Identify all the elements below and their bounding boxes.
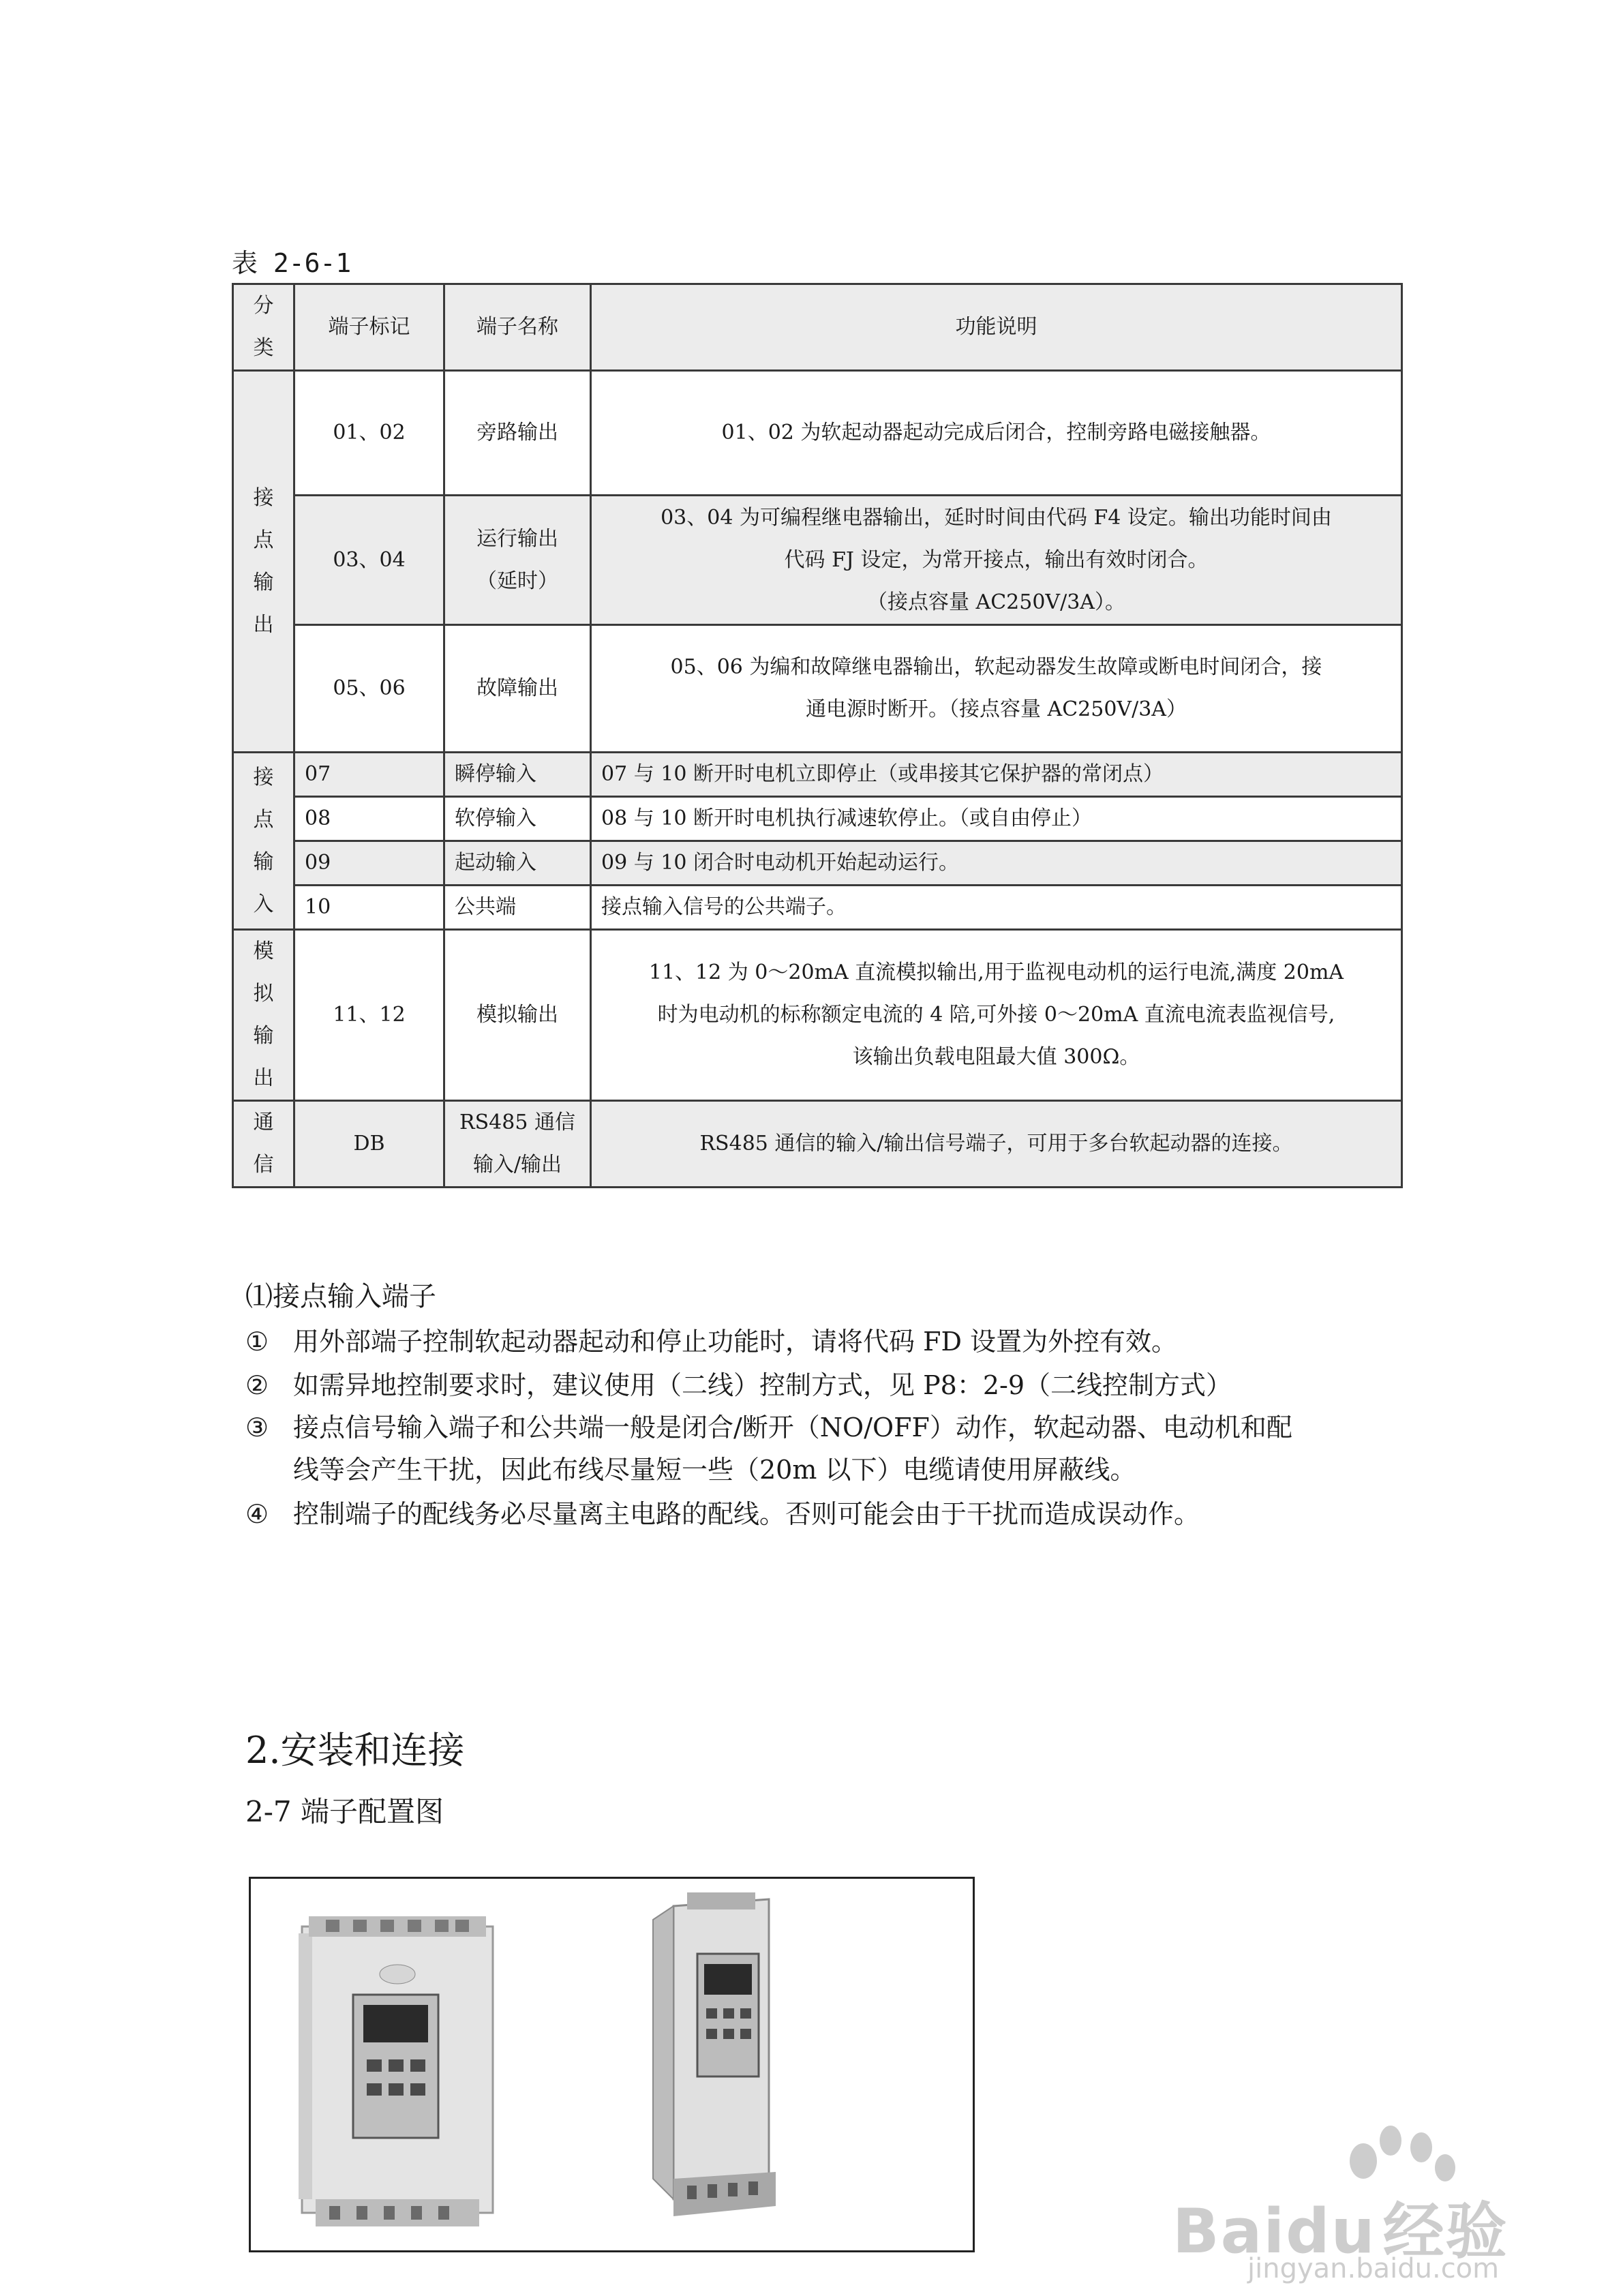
- watermark-cn: 经验: [1382, 2196, 1508, 2267]
- table-row-mark: 05、06: [294, 625, 444, 753]
- paw-icon: [1350, 2126, 1455, 2181]
- terminal-configuration-figure: [249, 1877, 975, 2252]
- table-row-mark: 08: [294, 797, 444, 841]
- table-caption: 表 2-6-1: [232, 248, 352, 278]
- table-row-function: 09 与 10 闭合时电动机开始起动运行。: [591, 841, 1402, 886]
- soft-starter-front-image: [299, 1916, 493, 2226]
- list-item: ③ 接点信号输入端子和公共端一般是闭合/断开（NO/OFF）动作，软起动器、电动机和配 线等会产生干扰，因此布线尽量短一些（20m 以下）电缆请使用屏蔽线。: [245, 1413, 1292, 1485]
- table-row-name: 模拟输出: [444, 930, 591, 1101]
- section-subheading-terminal-diagram: 2-7 端子配置图: [245, 1795, 444, 1828]
- table-row-function: 01、02 为软起动器起动完成后闭合，控制旁路电磁接触器。: [591, 371, 1402, 496]
- table-row-mark: 07: [294, 753, 444, 797]
- watermark-url: jingyan.baidu.com: [1247, 2253, 1500, 2284]
- table-row-name: 故障输出: [444, 625, 591, 753]
- list-item: ② 如需异地控制要求时，建议使用（二线）控制方式，见 P8：2-9（二线控制方式）: [245, 1370, 1232, 1400]
- header-mark: 端子标记: [294, 284, 444, 371]
- table-row-name: 旁路输出: [444, 371, 591, 496]
- watermark-brand: Bai: [1172, 2196, 1286, 2267]
- terminal-function-table: [232, 283, 1403, 1188]
- watermark-brand-2: du: [1286, 2196, 1376, 2267]
- section-heading-install: 2.安装和连接: [245, 1729, 465, 1772]
- table-row-mark: 11、12: [294, 930, 444, 1101]
- header-category: 分 类: [233, 284, 294, 371]
- table-row-mark: 09: [294, 841, 444, 886]
- table-row-name: RS485 通信 输入/输出: [444, 1101, 591, 1188]
- section-title-contact-input: ⑴接点输入端子: [245, 1281, 436, 1312]
- table-row-function: 05、06 为编和故障继电器输出，软起动器发生故障或断电时间闭合，接 通电源时断开。（接点容量 AC250V/3A）: [591, 625, 1402, 753]
- table-row-name: 起动输入: [444, 841, 591, 886]
- table-row-mark: DB: [294, 1101, 444, 1188]
- category-contact-output: 接 点 输 出: [233, 371, 294, 753]
- table-row-name: 瞬停输入: [444, 753, 591, 797]
- category-contact-input: 接 点 输 入: [233, 753, 294, 930]
- soft-starter-angled-image: [653, 1892, 776, 2216]
- table-row-mark: 10: [294, 886, 444, 930]
- table-row-function: 07 与 10 断开时电机立即停止（或串接其它保护器的常闭点）: [591, 753, 1402, 797]
- category-communication: 通 信: [233, 1101, 294, 1188]
- table-row-mark: 03、04: [294, 496, 444, 625]
- table-row-mark: 01、02: [294, 371, 444, 496]
- baidu-jingyan-watermark: [1159, 2100, 1595, 2284]
- table-row-name: 软停输入: [444, 797, 591, 841]
- list-item: ① 用外部端子控制软起动器起动和停止功能时，请将代码 FD 设置为外控有效。: [245, 1327, 1177, 1357]
- table-row-function: RS485 通信的输入/输出信号端子，可用于多台软起动器的连接。: [591, 1101, 1402, 1188]
- table-row-function: 03、04 为可编程继电器输出，延时时间由代码 F4 设定。输出功能时间由 代码 FJ 设定，为常开接点，输出有效时闭合。 （接点容量 AC250V/3A）。: [591, 496, 1402, 625]
- header-function: 功能说明: [591, 284, 1402, 371]
- table-row-function: 11、12 为 0～20mA 直流模拟输出,用于监视电动机的运行电流,满度 20mA 时为电动机的标称额定电流的 4 陪,可外接 0～20mA 直流电流表监视信号, 该输出负载电阻最大值 300Ω。: [591, 930, 1402, 1101]
- category-analog-output: 模 拟 输 出: [233, 930, 294, 1101]
- table-row-name: 运行输出 （延时）: [444, 496, 591, 625]
- header-name: 端子名称: [444, 284, 591, 371]
- table-row-name: 公共端: [444, 886, 591, 930]
- table-row-function: 接点输入信号的公共端子。: [591, 886, 1402, 930]
- table-row-function: 08 与 10 断开时电机执行减速软停止。（或自由停止）: [591, 797, 1402, 841]
- list-item: ④ 控制端子的配线务必尽量离主电路的配线。否则可能会由于干扰而造成误动作。: [245, 1499, 1200, 1529]
